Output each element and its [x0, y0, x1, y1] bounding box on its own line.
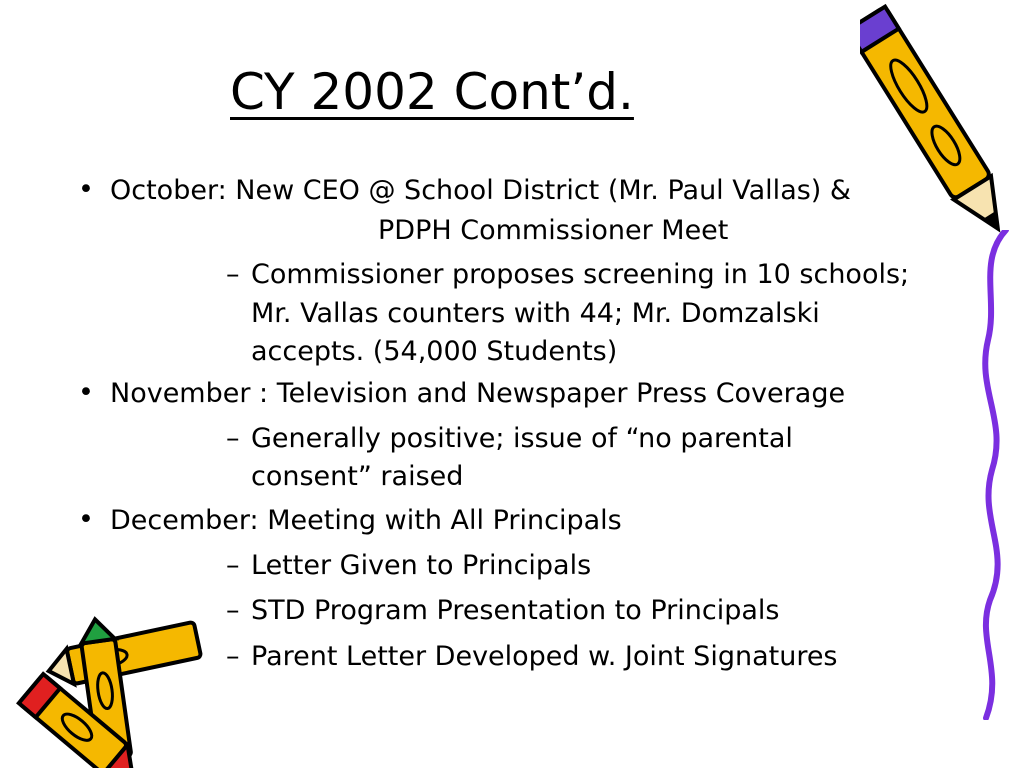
bullet-marker: • [78, 377, 94, 408]
slide-title: CY 2002 Cont’d. [230, 63, 634, 121]
sub-parent-letter: Parent Letter Developed w. Joint Signatures [251, 641, 838, 672]
dash-marker: – [226, 259, 240, 290]
sub-coverage-line-2: consent” raised [251, 461, 464, 492]
dash-marker: – [226, 641, 240, 672]
dash-marker: – [226, 550, 240, 581]
sub-commissioner-line-3: accepts. (54,000 Students) [251, 336, 618, 367]
sub-coverage-line-1: Generally positive; issue of “no parental [251, 423, 793, 454]
bullet-december: December: Meeting with All Principals [110, 505, 622, 536]
sub-std-presentation: STD Program Presentation to Principals [251, 595, 780, 626]
bullet-marker: • [78, 174, 94, 205]
bullet-october-continuation: PDPH Commissioner Meet [378, 215, 729, 246]
sub-commissioner-line-1: Commissioner proposes screening in 10 schools; [251, 259, 910, 290]
dash-marker: – [226, 423, 240, 454]
bullet-marker: • [78, 504, 94, 535]
purple-squiggle-line [968, 230, 1024, 720]
pencil-clipart-icon [860, 0, 1010, 250]
dash-marker: – [226, 595, 240, 626]
crayons-clipart-icon [0, 610, 210, 768]
bullet-november: November : Television and Newspaper Press Coverage [110, 378, 846, 409]
bullet-october: October: New CEO @ School District (Mr. Paul Vallas) & [110, 175, 851, 206]
sub-commissioner-line-2: Mr. Vallas counters with 44; Mr. Domzalski [251, 298, 820, 329]
sub-letter-given: Letter Given to Principals [251, 550, 592, 581]
